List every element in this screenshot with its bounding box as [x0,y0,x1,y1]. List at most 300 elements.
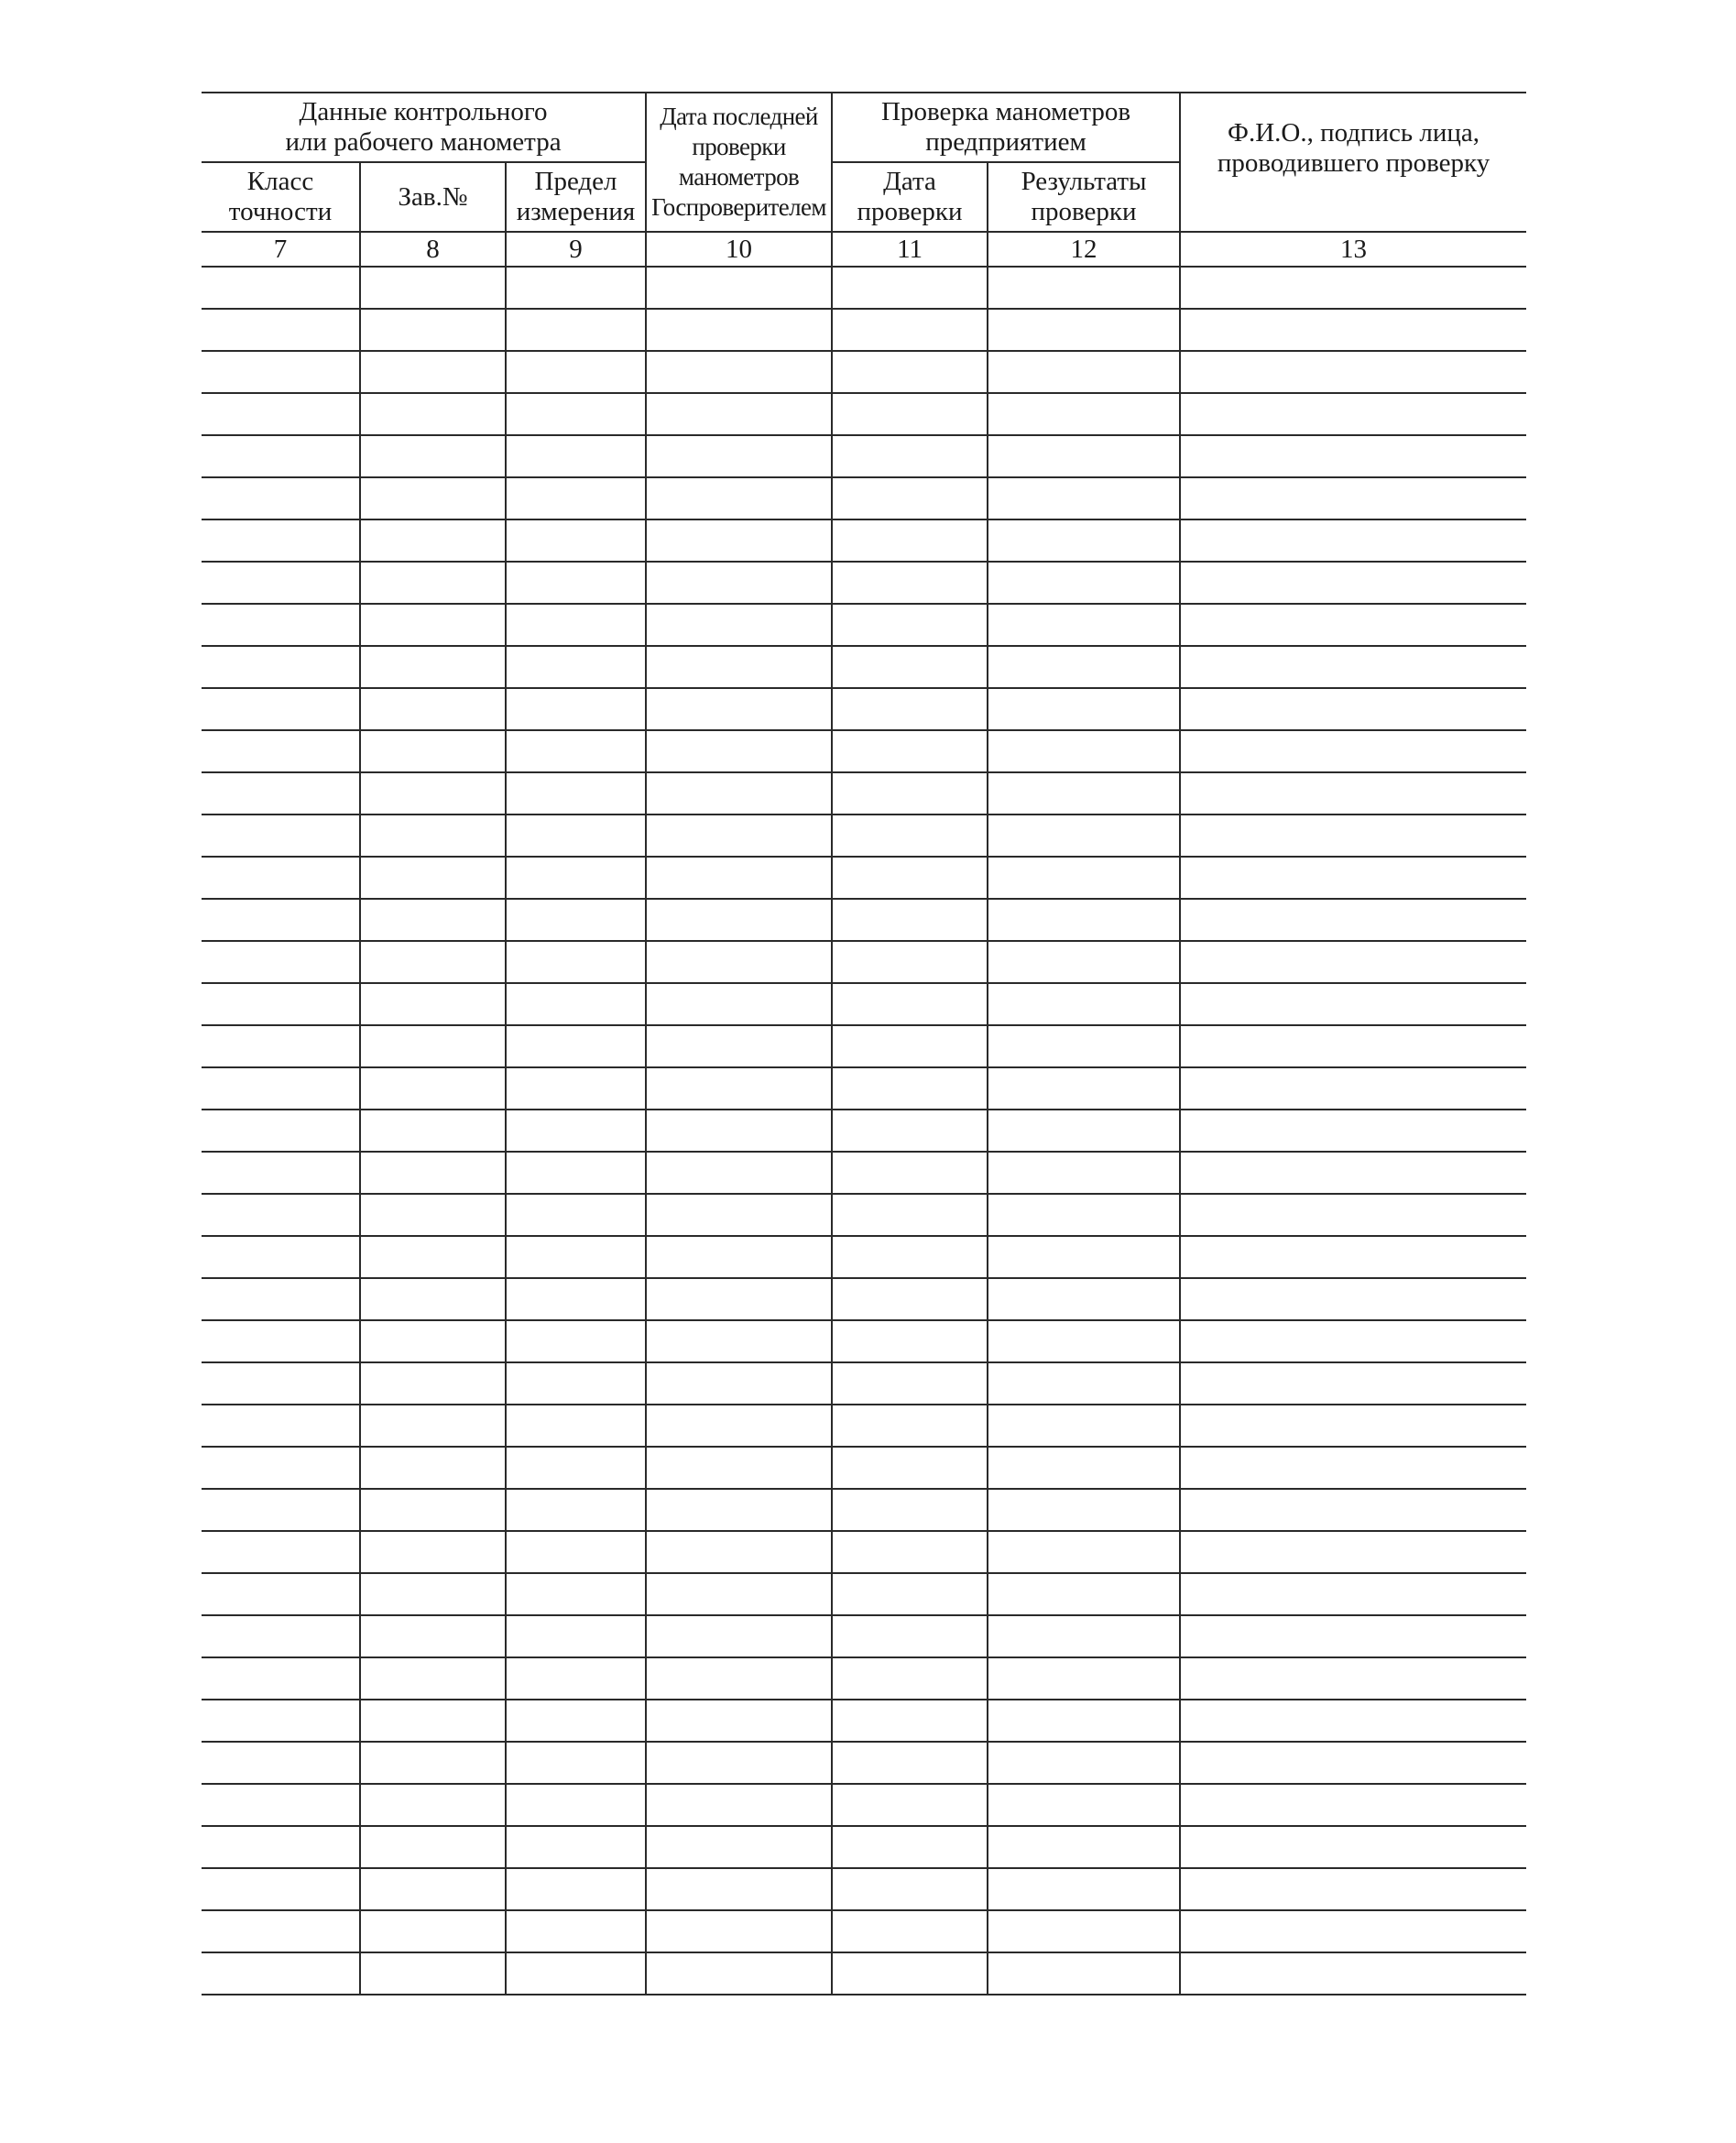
table-cell [506,519,646,562]
table-cell [1180,1320,1526,1362]
table-cell [646,688,832,730]
table-cell [360,983,506,1025]
table-cell [202,1447,360,1489]
table-cell [360,604,506,646]
header-check-date: Дата проверки [832,162,988,232]
table-row [202,309,1526,351]
table-cell [360,1531,506,1573]
table-cell [646,1194,832,1236]
table-cell [360,1152,506,1194]
table-cell [360,1110,506,1152]
table-cell [988,1067,1180,1110]
table-cell [988,1405,1180,1447]
table-cell [988,646,1180,688]
table-cell [1180,1447,1526,1489]
table-cell [988,351,1180,393]
table-cell [360,899,506,941]
table-cell [506,1110,646,1152]
table-cell [832,857,988,899]
table-row [202,1489,1526,1531]
table-cell [1180,1573,1526,1615]
table-row [202,519,1526,562]
table-cell [832,1025,988,1067]
table-cell [988,562,1180,604]
table-cell [832,899,988,941]
table-row [202,1152,1526,1194]
table-cell [202,730,360,772]
table-cell [646,1278,832,1320]
table-cell [988,1447,1180,1489]
table-cell [506,604,646,646]
table-cell [832,562,988,604]
table-cell [1180,772,1526,815]
table-cell [988,1742,1180,1784]
table-cell [988,983,1180,1025]
table-cell [506,646,646,688]
table-cell [832,309,988,351]
table-cell [506,1700,646,1742]
table-cell [506,941,646,983]
table-cell [832,1784,988,1826]
table-cell [646,1868,832,1910]
table-cell [988,1700,1180,1742]
table-cell [202,1657,360,1700]
table-cell [202,1278,360,1320]
table-cell [1180,1531,1526,1573]
table-cell [360,1573,506,1615]
table-cell [646,857,832,899]
table-row [202,1910,1526,1952]
table-cell [202,772,360,815]
table-cell [832,604,988,646]
table-cell [202,309,360,351]
table-row [202,1025,1526,1067]
table-row [202,730,1526,772]
table-cell [360,1278,506,1320]
table-cell [202,1489,360,1531]
table-cell [646,1742,832,1784]
table-cell [988,604,1180,646]
table-cell [1180,646,1526,688]
table-row [202,1405,1526,1447]
table-cell [506,857,646,899]
table-cell [646,1489,832,1531]
table-cell [360,1742,506,1784]
header-last-state-check-date: Дата последней проверки манометров Госпроверителем [646,93,832,232]
table-cell [1180,1784,1526,1826]
table-cell [988,1236,1180,1278]
table-cell [832,1194,988,1236]
table-cell [988,1152,1180,1194]
table-cell [202,815,360,857]
table-row [202,1447,1526,1489]
table-row [202,1110,1526,1152]
table-cell [646,1320,832,1362]
table-cell [360,1826,506,1868]
table-cell [202,1784,360,1826]
table-cell [988,1531,1180,1573]
table-cell [832,1362,988,1405]
table-row [202,815,1526,857]
table-cell [646,1531,832,1573]
table-cell [1180,815,1526,857]
table-cell [360,393,506,435]
table-cell [1180,730,1526,772]
table-cell [1180,604,1526,646]
table-cell [988,1826,1180,1868]
table-row [202,646,1526,688]
table-cell [1180,1742,1526,1784]
table-cell [832,1320,988,1362]
table-cell [646,1573,832,1615]
table-cell [832,393,988,435]
table-cell [506,1362,646,1405]
table-cell [202,1405,360,1447]
table-row [202,1573,1526,1615]
table-cell [360,646,506,688]
table-cell [202,1236,360,1278]
table-cell [646,1952,832,1995]
table-cell [360,1952,506,1995]
table-row [202,899,1526,941]
table-row [202,393,1526,435]
table-cell [988,519,1180,562]
table-cell [988,815,1180,857]
table-cell [646,1405,832,1447]
table-cell [988,1657,1180,1700]
table-cell [360,1657,506,1700]
table-cell [646,1110,832,1152]
header-check-results: Результаты проверки [988,162,1180,232]
table-cell [202,1194,360,1236]
table-cell [832,941,988,983]
table-row [202,941,1526,983]
table-cell [506,1320,646,1362]
table-cell [1180,1489,1526,1531]
table-cell [832,1278,988,1320]
table-cell [646,1067,832,1110]
table-row [202,1067,1526,1110]
table-cell [202,351,360,393]
table-cell [988,477,1180,519]
table-cell [832,267,988,309]
table-cell [506,1615,646,1657]
table-cell [988,1573,1180,1615]
table-cell [646,1910,832,1952]
table-cell [360,477,506,519]
table-cell [988,1110,1180,1152]
table-row [202,983,1526,1025]
table-cell [360,562,506,604]
table-row [202,1952,1526,1995]
table-cell [646,309,832,351]
table-cell [202,1700,360,1742]
table-cell [1180,1025,1526,1067]
table-cell [202,1910,360,1952]
table-cell [832,1489,988,1531]
table-row [202,1615,1526,1657]
table-cell [988,435,1180,477]
table-cell [646,604,832,646]
table-cell [1180,1700,1526,1742]
table-cell [646,351,832,393]
table-cell [646,1447,832,1489]
table-cell [1180,477,1526,519]
table-cell [360,1910,506,1952]
table-cell [506,477,646,519]
table-cell [360,267,506,309]
table-cell [360,730,506,772]
table-row [202,688,1526,730]
table-header [202,93,1526,267]
table-cell [646,1826,832,1868]
table-cell [646,562,832,604]
table-cell [506,1826,646,1868]
table-cell [202,1573,360,1615]
table-cell [202,1868,360,1910]
table-cell [832,1910,988,1952]
table-cell [1180,1952,1526,1995]
table-row [202,1784,1526,1826]
table-cell [988,688,1180,730]
table-cell [506,562,646,604]
column-number-row [202,232,1526,267]
table-cell [202,1362,360,1405]
table-cell [646,267,832,309]
table-cell [1180,1826,1526,1868]
table-cell [1180,393,1526,435]
column-number: 9 [506,232,646,267]
table-cell [832,1573,988,1615]
table-cell [202,983,360,1025]
table-cell [202,267,360,309]
table-cell [832,1826,988,1868]
table-cell [506,351,646,393]
table-cell [646,1152,832,1194]
table-cell [1180,435,1526,477]
table-cell [1180,1405,1526,1447]
table-cell [832,688,988,730]
table-cell [832,1067,988,1110]
table-cell [360,1405,506,1447]
table-cell [202,1067,360,1110]
table-cell [202,1531,360,1573]
table-cell [646,772,832,815]
table-cell [832,1531,988,1573]
table-cell [832,351,988,393]
table-cell [646,1700,832,1742]
table-cell [1180,1236,1526,1278]
table-cell [1180,562,1526,604]
table-cell [202,477,360,519]
table-cell [360,1067,506,1110]
table-cell [1180,941,1526,983]
table-cell [646,1657,832,1700]
table-cell [646,646,832,688]
table-cell [646,941,832,983]
table-cell [646,730,832,772]
table-cell [506,1067,646,1110]
table-cell [1180,1110,1526,1152]
table-cell [506,1447,646,1489]
table-cell [988,1910,1180,1952]
header-inspector-name-signature: Ф.И.О., подпись лица, проводившего проверку [1180,93,1526,232]
table-cell [202,1742,360,1784]
table-cell [988,1489,1180,1531]
table-cell [1180,1152,1526,1194]
column-number: 11 [832,232,988,267]
table-cell [1180,351,1526,393]
table-cell [506,1868,646,1910]
table-cell [202,941,360,983]
table-cell [1180,1194,1526,1236]
table-cell [506,1194,646,1236]
table-cell [360,519,506,562]
header-measurement-limit: Предел измерения [506,162,646,232]
table-cell [1180,688,1526,730]
table-cell [360,1194,506,1236]
table-cell [1180,1615,1526,1657]
table-cell [1180,983,1526,1025]
table-cell [988,267,1180,309]
table-cell [506,772,646,815]
table-cell [506,815,646,857]
table-cell [506,309,646,351]
table-cell [646,1784,832,1826]
table-cell [360,435,506,477]
table-row [202,1278,1526,1320]
table-cell [988,1194,1180,1236]
table-cell [988,772,1180,815]
table-cell [988,1615,1180,1657]
table-cell [202,1826,360,1868]
table-row [202,1657,1526,1700]
column-number: 13 [1180,232,1526,267]
table-row [202,1826,1526,1868]
table-cell [988,1952,1180,1995]
table-cell [202,1615,360,1657]
table-cell [202,1110,360,1152]
table-cell [988,941,1180,983]
table-cell [1180,309,1526,351]
table-row [202,1700,1526,1742]
table-row [202,1362,1526,1405]
table-cell [832,1447,988,1489]
table-cell [360,1784,506,1826]
table-cell [360,1489,506,1531]
table-cell [988,857,1180,899]
table-cell [1180,1278,1526,1320]
table-cell [506,393,646,435]
table-cell [832,730,988,772]
table-row [202,435,1526,477]
table-cell [1180,1910,1526,1952]
table-cell [506,1784,646,1826]
table-cell [646,1362,832,1405]
table-cell [646,1615,832,1657]
table-row [202,1320,1526,1362]
table-cell [360,1447,506,1489]
table-cell [646,477,832,519]
table-cell [988,1320,1180,1362]
table-cell [832,435,988,477]
table-cell [1180,899,1526,941]
table-cell [506,267,646,309]
table-cell [506,1278,646,1320]
table-row [202,1868,1526,1910]
table-cell [832,1110,988,1152]
table-cell [360,1362,506,1405]
table-cell [988,730,1180,772]
table-cell [832,1405,988,1447]
table-cell [646,519,832,562]
table-cell [832,772,988,815]
table-cell [506,1573,646,1615]
table-cell [832,1700,988,1742]
table-row [202,562,1526,604]
table-cell [1180,519,1526,562]
column-number: 8 [360,232,506,267]
table-cell [360,1236,506,1278]
table-cell [506,688,646,730]
table-cell [506,1657,646,1700]
table-cell [202,435,360,477]
table-row [202,1531,1526,1573]
table-cell [202,899,360,941]
table-cell [832,1868,988,1910]
table-cell [506,1236,646,1278]
table-body [202,267,1526,1995]
table-cell [202,1152,360,1194]
table-cell [988,1784,1180,1826]
table-cell [506,1952,646,1995]
table-cell [360,1700,506,1742]
table-row [202,351,1526,393]
header-control-gauge-data: Данные контрольного или рабочего манометра [202,93,646,162]
table-cell [360,1615,506,1657]
table-cell [832,983,988,1025]
table-cell [202,562,360,604]
table-cell [360,351,506,393]
table-cell [832,1152,988,1194]
table-cell [506,1742,646,1784]
table-cell [646,899,832,941]
table-cell [360,1868,506,1910]
table-cell [506,1910,646,1952]
table-cell [646,815,832,857]
table-cell [832,477,988,519]
table-cell [202,857,360,899]
header-company-gauge-check: Проверка манометров предприятием [832,93,1180,162]
table-cell [360,1320,506,1362]
table-cell [988,1868,1180,1910]
table-row [202,772,1526,815]
gauge-check-log-table [202,92,1526,1995]
table-cell [202,393,360,435]
table-cell [202,1320,360,1362]
table-cell [506,1405,646,1447]
table-cell [506,435,646,477]
table-cell [832,1657,988,1700]
table-cell [988,1025,1180,1067]
table-cell [506,730,646,772]
table-row [202,857,1526,899]
table-cell [832,1236,988,1278]
table-row [202,477,1526,519]
table-cell [360,857,506,899]
table-cell [832,646,988,688]
table-cell [1180,1067,1526,1110]
